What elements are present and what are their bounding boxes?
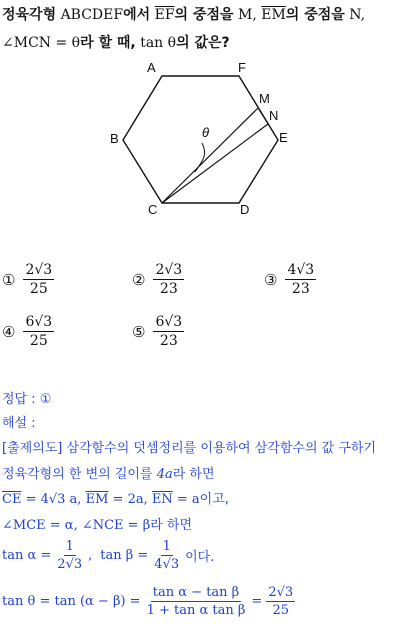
choice-4[interactable] xyxy=(2,314,54,349)
solution-line-2 xyxy=(2,488,229,507)
question-text: 의 중점을 xyxy=(285,7,345,23)
label-a: A xyxy=(147,60,156,75)
choice-denominator: 23 xyxy=(291,281,310,297)
em-value: = 2a, xyxy=(112,492,148,507)
angle-arc xyxy=(195,143,205,172)
label-c: C xyxy=(148,202,158,217)
ce-value: = 4√3 a, xyxy=(25,492,82,507)
fraction-numerator: 2√3 xyxy=(268,585,294,600)
segment-mn xyxy=(258,108,268,124)
choice-numerator: 6√3 xyxy=(155,314,183,330)
segment-ef: $\overline{EF}$ xyxy=(154,7,175,23)
choice-numerator: 4√3 xyxy=(287,262,315,278)
choice-5[interactable] xyxy=(132,314,184,349)
choice-numerator: 2√3 xyxy=(25,262,53,278)
label-f: F xyxy=(238,60,246,75)
choice-mark: ⑤ xyxy=(132,322,146,341)
intent-line: [출제의도] 삼각함수의 덧셈정리를 이용하여 삼각함수의 값 구하기 xyxy=(2,441,377,456)
question-text: 의 값은? xyxy=(176,35,230,51)
explanation-label: 해설 : xyxy=(2,416,36,431)
fraction-denominator: 25 xyxy=(272,603,289,618)
tan-beta-fraction xyxy=(152,539,181,572)
question-text: 에서 xyxy=(123,7,151,23)
segment-cm xyxy=(162,108,258,203)
label-n: N xyxy=(269,108,279,123)
choice-denominator: 25 xyxy=(29,333,48,349)
angle-defs: ∠MCE = α, ∠NCE = β xyxy=(2,518,151,533)
tan-alpha-fraction xyxy=(55,539,84,572)
angle-def: ∠MCN = θ xyxy=(2,35,81,51)
question-text: 정육각형 xyxy=(2,7,57,23)
point-n: N, xyxy=(349,7,366,23)
choice-mark: ③ xyxy=(264,270,278,289)
hexagon-name: ABCDEF xyxy=(60,7,124,23)
choice-1[interactable] xyxy=(2,262,54,297)
fraction-denominator: 4√3 xyxy=(154,557,180,572)
segment-cn xyxy=(162,124,268,203)
solution-text: 이다. xyxy=(185,550,215,565)
fraction-numerator: 1 xyxy=(162,539,171,554)
choice-numerator: 2√3 xyxy=(155,262,183,278)
solution-line-1 xyxy=(2,463,215,482)
choice-denominator: 23 xyxy=(159,333,178,349)
solution-text: 이고, xyxy=(199,492,229,507)
label-b: B xyxy=(110,131,119,146)
choice-3[interactable] xyxy=(264,262,316,297)
fraction-numerator: tan α − tan β xyxy=(152,585,240,600)
choice-mark: ① xyxy=(2,270,16,289)
question-text: 의 중점을 xyxy=(174,7,234,23)
point-m: M, xyxy=(237,7,257,23)
theta-label: θ xyxy=(202,125,210,140)
solution-text: 정육각형의 한 변의 길이를 xyxy=(2,467,153,482)
label-e: E xyxy=(279,130,288,145)
comma: , xyxy=(88,548,93,563)
hexagon xyxy=(123,76,278,203)
fraction-numerator: 1 xyxy=(65,539,74,554)
label-d: D xyxy=(240,202,250,217)
equals: = xyxy=(251,594,263,609)
tan-theta: tan θ xyxy=(140,35,177,51)
en-value: = a xyxy=(176,492,200,507)
segment-em: $\overline{EM}$ xyxy=(85,492,109,507)
tan-beta: tan β = xyxy=(100,548,149,563)
choice-mark: ② xyxy=(132,270,146,289)
choice-denominator: 25 xyxy=(29,281,48,297)
segment-em: $\overline{EM}$ xyxy=(261,7,286,23)
choice-numerator: 6√3 xyxy=(25,314,53,330)
choice-denominator: 23 xyxy=(159,281,178,297)
fraction-denominator: 2√3 xyxy=(57,557,83,572)
question-text: 라 할 때, xyxy=(80,35,136,51)
fraction-denominator: 1 + tan α tan β xyxy=(146,603,246,618)
difference-formula xyxy=(145,585,248,618)
segment-en: $\overline{EN}$ xyxy=(151,492,173,507)
segment-ce: $\overline{CE}$ xyxy=(2,492,22,507)
solution-text: 라 하면 xyxy=(172,467,215,482)
answer-label: 정답 : ① xyxy=(2,392,52,407)
solution-line-4 xyxy=(2,539,214,572)
result-fraction xyxy=(266,585,295,618)
solution-text: 라 하면 xyxy=(150,518,193,533)
choice-mark: ④ xyxy=(2,322,16,341)
solution-line-3 xyxy=(2,514,192,533)
tan-theta-expr: tan θ = tan (α − β) = xyxy=(2,594,141,609)
label-m: M xyxy=(259,91,270,106)
side-length: 4a xyxy=(156,467,173,482)
solution-line-5 xyxy=(2,585,295,618)
choice-2[interactable] xyxy=(132,262,184,297)
hexagon-figure xyxy=(0,0,400,240)
tan-alpha: tan α = xyxy=(2,548,52,563)
